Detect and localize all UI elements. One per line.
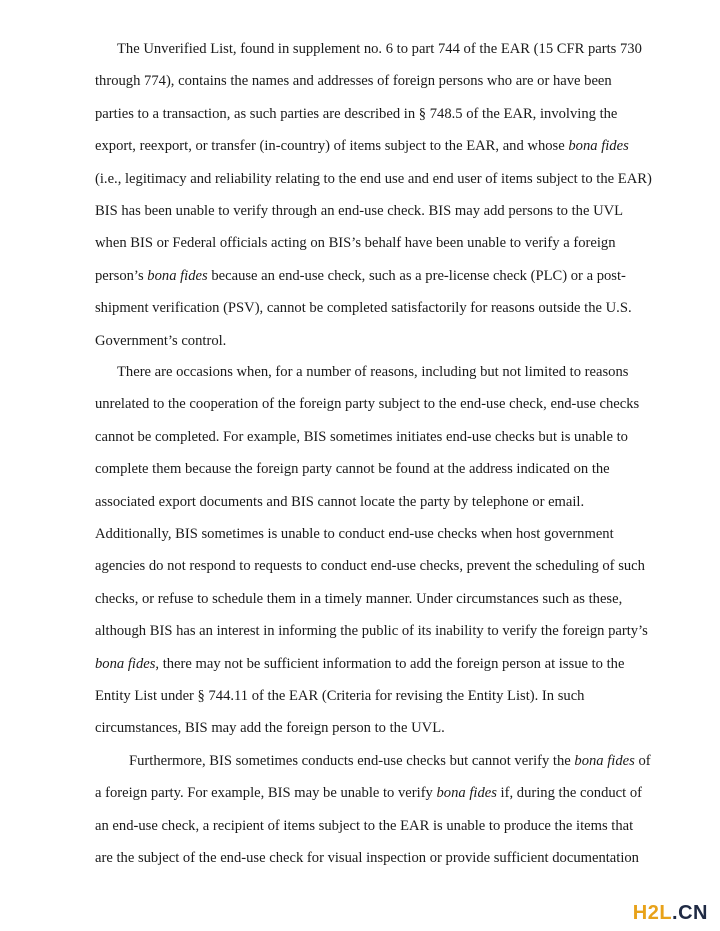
text-run: associated export documents and BIS cannot locate the party by telephone or email. [95,493,585,510]
text-run: parties to a transaction, as such parties are described in § 748.5 of the EAR, involving the [95,105,618,122]
text-run: The Unverified List, found in supplement no. 6 to part 744 of the EAR (15 CFR parts 730 [117,41,642,57]
paragraph-1-line [117,40,642,58]
italic-term: bona fides [574,753,635,769]
italic-term: bona fides [568,138,629,155]
italic-term: bona fides [95,655,156,672]
watermark-logo [633,902,708,925]
paragraph-2-line [95,395,639,413]
text-run: , there may not be sufficient information to add the foreign person at issue to the [155,655,625,672]
watermark-part-1: H2L [632,902,673,924]
italic-term: bona fides [147,267,208,284]
paragraph-1-line [95,105,617,123]
text-run: because an end-use check, such as a pre-license check (PLC) or a post- [207,267,626,284]
text-run: cannot be completed. For example, BIS sometimes initiates end-use checks but is unable to [95,428,628,445]
text-run: export, reexport, or transfer (in-country) of items subject to the EAR, and whose [95,138,569,155]
paragraph-3-line [95,817,633,835]
text-run: when BIS or Federal officials acting on BIS’s behalf have been unable to verify a foreign [95,235,616,252]
text-run: (i.e., legitimacy and reliability relating to the end use and end user of items subject to the EAR) [95,170,652,187]
text-run: through 774), contains the names and addresses of foreign persons who are or have been [95,73,612,90]
text-run: checks, or refuse to schedule them in a timely manner. Under circumstances such as these, [95,590,623,607]
text-run: shipment verification (PSV), cannot be completed satisfactorily for reasons outside the U.S. [95,300,632,317]
paragraph-1-line [95,234,616,252]
paragraph-2-line [95,719,445,737]
paragraph-1-line [95,267,626,285]
text-run: if, during the conduct of [496,785,642,802]
italic-term: bona fides [436,785,497,802]
paragraph-2-line [95,590,622,608]
text-run: are the subject of the end-use check for visual inspection or provide sufficient documentation [95,850,639,867]
paragraph-1-line [95,202,623,220]
text-run: unrelated to the cooperation of the foreign party subject to the end-use check, end-use checks [95,396,640,413]
paragraph-3-line [95,849,639,867]
paragraph-1-line [95,72,612,90]
paragraph-2-line [95,428,628,446]
text-run: BIS has been unable to verify through an end-use check. BIS may add persons to the UVL [95,203,624,219]
text-run: complete them because the foreign party cannot be found at the address indicated on the [95,461,610,478]
text-run: Additionally, BIS sometimes is unable to conduct end-use checks when host government [95,526,614,542]
text-run: There are occasions when, for a number of reasons, including but not limited to reasons [117,364,629,380]
text-run: Entity List under § 744.11 of the EAR (Criteria for revising the Entity List). In such [95,688,585,704]
text-run: Government’s control. [95,332,227,349]
text-run: of [634,753,651,769]
paragraph-2-line [95,460,610,478]
paragraph-2-line [95,655,624,673]
paragraph-1-line [95,332,226,350]
text-run: an end-use check, a recipient of items subject to the EAR is unable to produce the items that [95,817,634,834]
paragraph-2-line [95,622,648,640]
text-run: Furthermore, BIS sometimes conducts end-use checks but cannot verify the [129,753,575,769]
paragraph-3-line [129,752,651,770]
paragraph-1-line [95,137,629,155]
text-run: agencies do not respond to requests to conduct end-use checks, prevent the scheduling of such [95,558,645,575]
text-run: a foreign party. For example, BIS may be unable to verify [95,785,437,802]
text-run: circumstances, BIS may add the foreign person to the UVL. [95,720,445,737]
paragraph-1-line [95,170,652,188]
text-run: although BIS has an interest in informing the public of its inability to verify the foreign party’s [95,623,648,640]
paragraph-2-line [95,525,614,543]
text-run: person’s [95,267,148,284]
paragraph-2-line [95,687,584,705]
paragraph-1-line [95,299,632,317]
paragraph-2-line [95,493,584,511]
paragraph-2-line [117,363,628,381]
watermark-part-2: .CN [672,902,708,924]
paragraph-3-line [95,784,642,802]
paragraph-2-line [95,557,645,575]
